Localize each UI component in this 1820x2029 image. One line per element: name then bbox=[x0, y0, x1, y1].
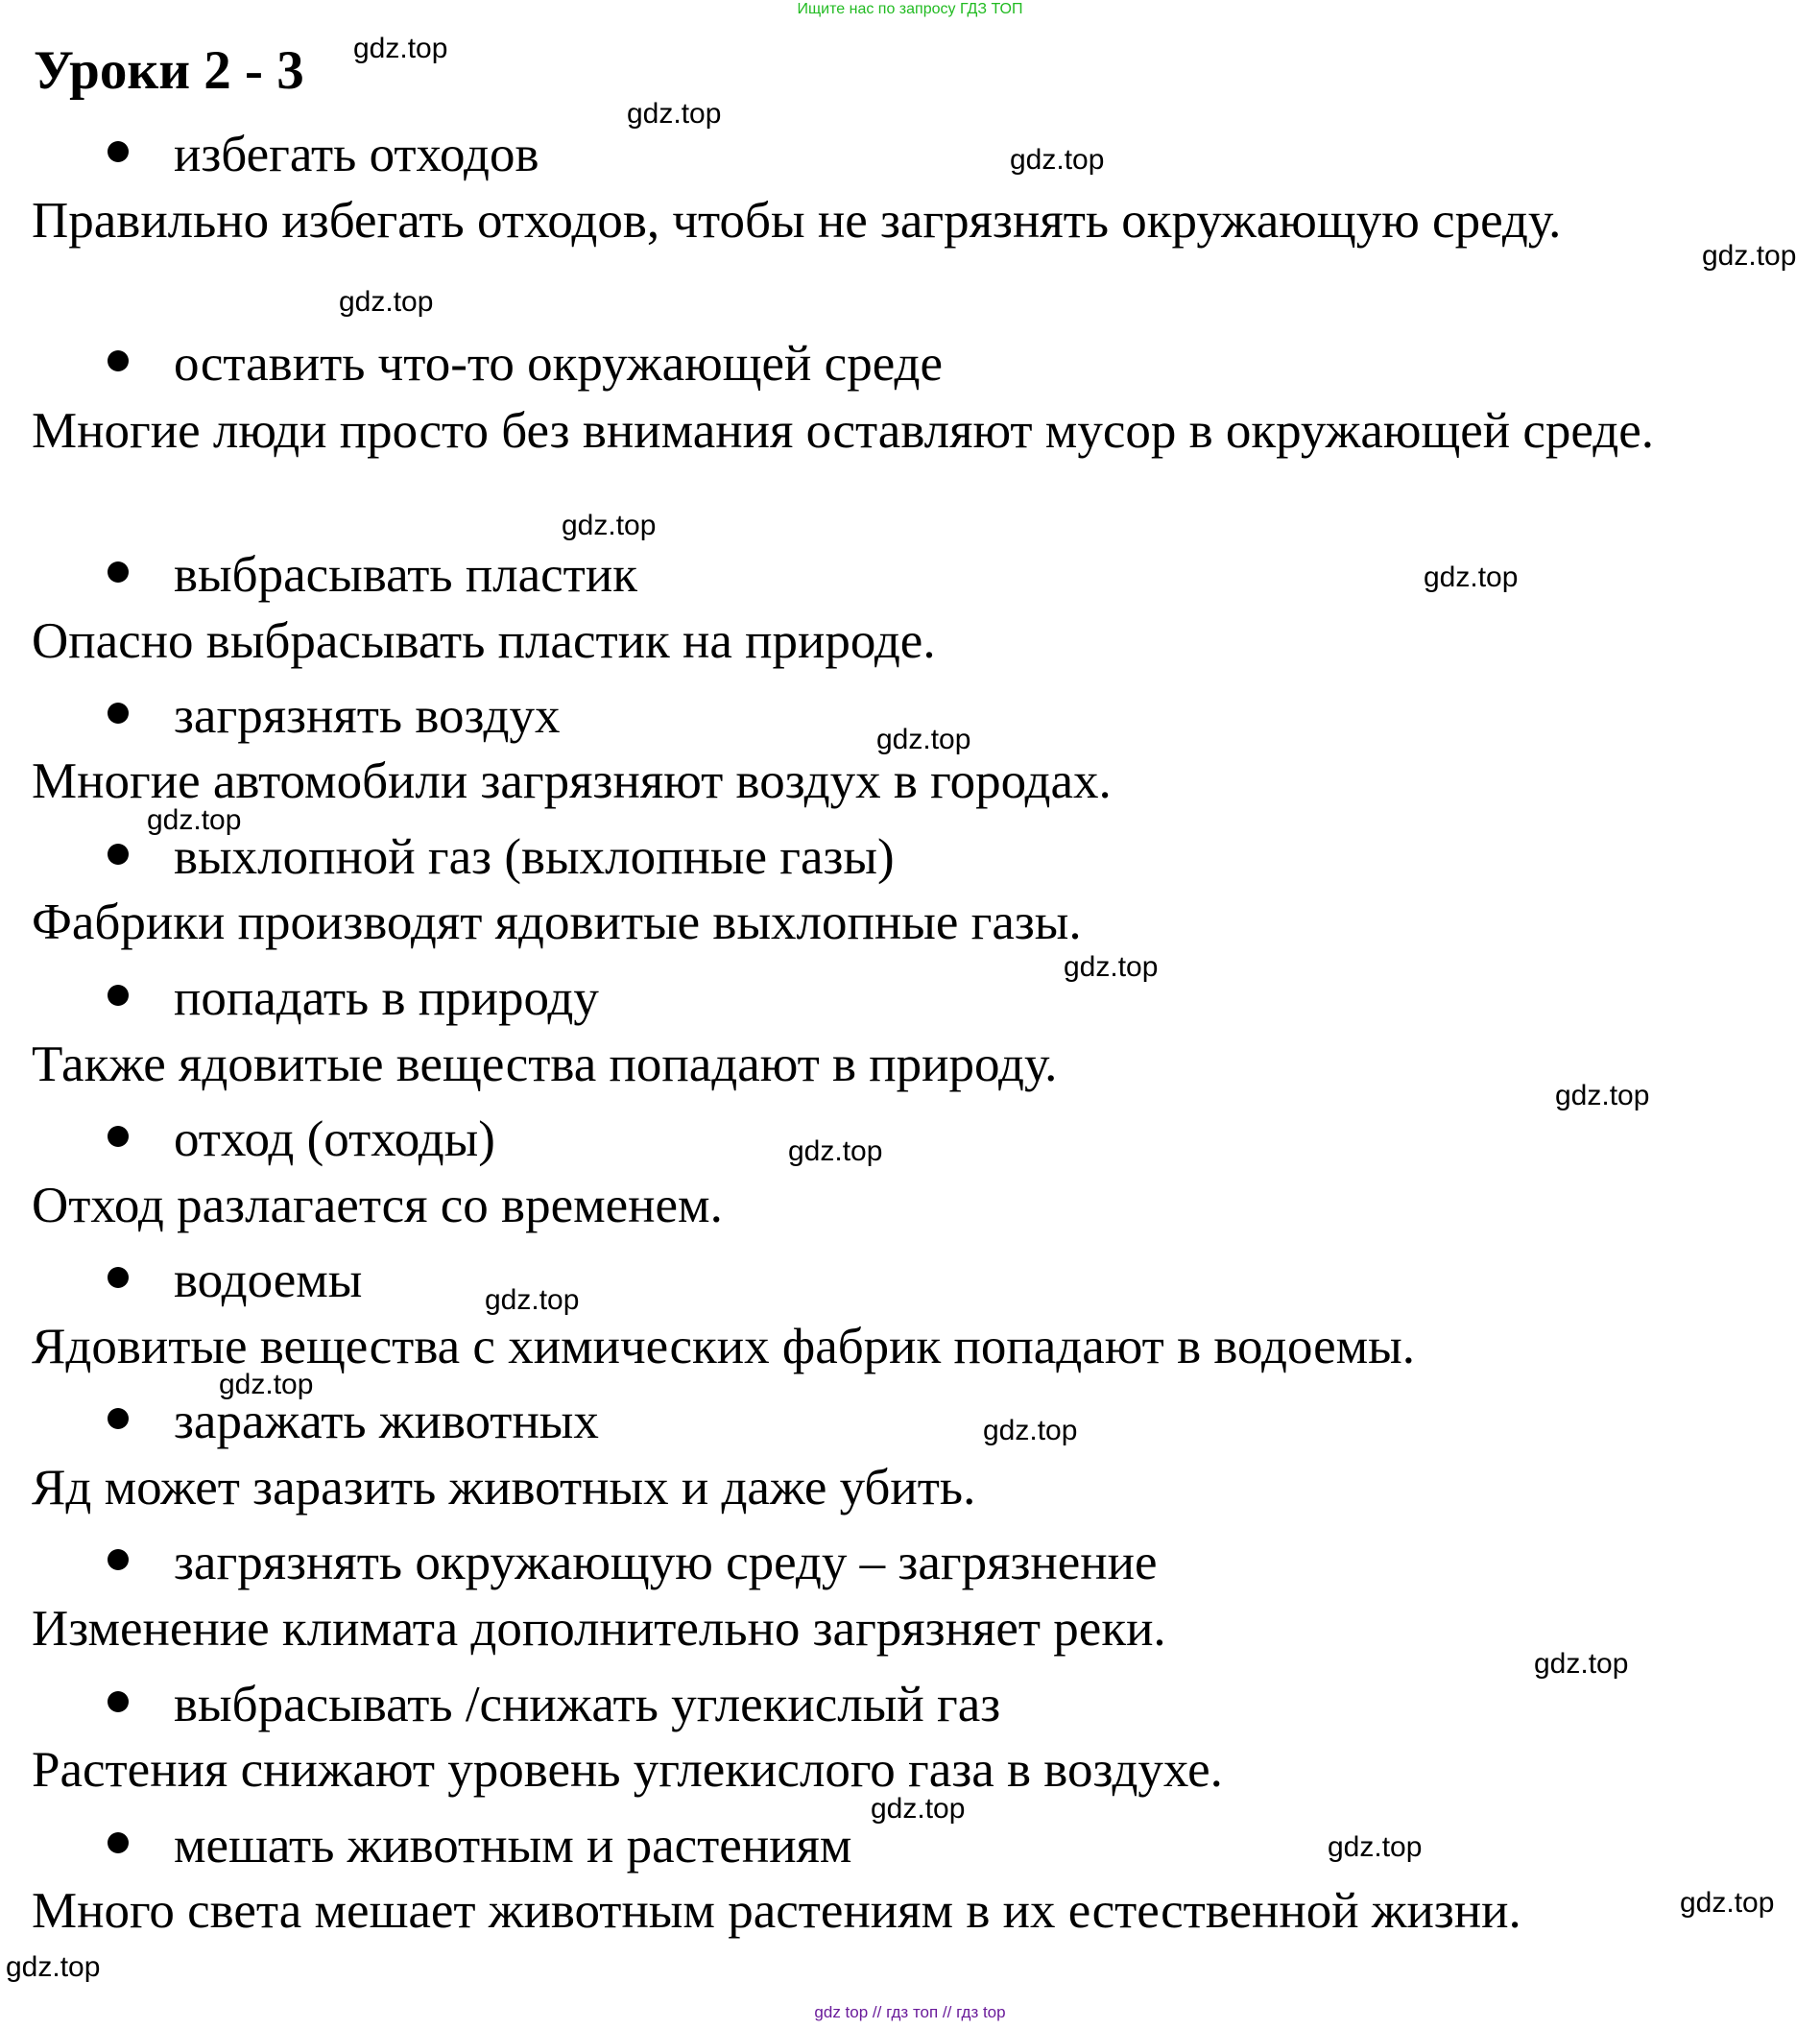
watermark: gdz.top bbox=[627, 98, 722, 130]
vocab-term: водоемы bbox=[174, 1253, 363, 1308]
bullet-icon bbox=[108, 1691, 129, 1712]
example-sentence: Фабрики производят ядовитые выхлопные газы. bbox=[32, 895, 1082, 950]
bullet-icon bbox=[108, 350, 129, 371]
watermark: gdz.top bbox=[1010, 144, 1105, 176]
vocab-term: мешать животным и растениям bbox=[174, 1818, 852, 1874]
vocab-term: загрязнять окружающую среду – загрязнение bbox=[174, 1535, 1158, 1590]
example-sentence: Правильно избегать отходов, чтобы не загрязнять окружающую среду. bbox=[32, 193, 1562, 249]
watermark: gdz.top bbox=[1680, 1887, 1775, 1919]
watermark: gdz.top bbox=[1424, 561, 1519, 593]
watermark: gdz.top bbox=[485, 1284, 580, 1316]
bullet-icon bbox=[108, 985, 129, 1006]
watermark: gdz.top bbox=[1702, 240, 1797, 272]
bullet-icon bbox=[108, 1267, 129, 1288]
vocab-term: избегать отходов bbox=[174, 127, 539, 182]
example-sentence: Отход разлагается со временем. bbox=[32, 1178, 723, 1233]
bullet-icon bbox=[108, 844, 129, 865]
example-sentence: Многие люди просто без внимания оставляют мусор в окружающей среде. bbox=[32, 403, 1654, 459]
vocab-term: выбрасывать /снижать углекислый газ bbox=[174, 1677, 1001, 1732]
bullet-icon bbox=[108, 1549, 129, 1570]
vocab-term: отход (отходы) bbox=[174, 1111, 495, 1167]
vocab-term: загрязнять воздух bbox=[174, 688, 561, 744]
example-sentence: Ядовитые вещества с химических фабрик попадают в водоемы. bbox=[32, 1319, 1416, 1374]
page-title: Уроки 2 - 3 bbox=[34, 40, 304, 101]
watermark: gdz.top bbox=[147, 804, 242, 836]
watermark: gdz.top bbox=[1328, 1831, 1423, 1863]
watermark: gdz.top bbox=[876, 724, 971, 755]
vocab-term: попадать в природу bbox=[174, 970, 599, 1026]
watermark: gdz.top bbox=[1534, 1648, 1629, 1680]
watermark: gdz.top bbox=[1064, 951, 1159, 983]
bullet-icon bbox=[108, 1126, 129, 1147]
watermark: gdz.top bbox=[871, 1793, 966, 1825]
bullet-icon bbox=[108, 141, 129, 162]
example-sentence: Много света мешает животным растениям в их естественной жизни. bbox=[32, 1883, 1521, 1939]
watermark: gdz.top bbox=[353, 33, 448, 64]
example-sentence: Растения снижают уровень углекислого газа в воздухе. bbox=[32, 1742, 1223, 1798]
bullet-icon bbox=[108, 1832, 129, 1853]
vocab-term: выбрасывать пластик bbox=[174, 547, 637, 603]
example-sentence: Опасно выбрасывать пластик на природе. bbox=[32, 613, 936, 669]
watermark: gdz.top bbox=[983, 1415, 1078, 1446]
vocab-term: выхлопной газ (выхлопные газы) bbox=[174, 829, 895, 885]
watermark: gdz.top bbox=[788, 1135, 883, 1167]
example-sentence: Многие автомобили загрязняют воздух в городах. bbox=[32, 753, 1112, 809]
top-banner: Ищите нас по запросу ГДЗ ТОП bbox=[797, 1, 1023, 17]
watermark: gdz.top bbox=[219, 1369, 314, 1400]
bullet-icon bbox=[108, 703, 129, 724]
watermark: gdz.top bbox=[562, 510, 657, 541]
vocab-term: заражать животных bbox=[174, 1394, 599, 1449]
bullet-icon bbox=[108, 1408, 129, 1429]
example-sentence: Изменение климата дополнительно загрязняет реки. bbox=[32, 1601, 1166, 1657]
bullet-icon bbox=[108, 561, 129, 583]
footer: gdz top // гдз топ // гдз top bbox=[814, 2003, 1006, 2021]
example-sentence: Также ядовитые вещества попадают в природу. bbox=[32, 1037, 1058, 1092]
watermark: gdz.top bbox=[6, 1951, 101, 1983]
watermark: gdz.top bbox=[339, 286, 434, 318]
example-sentence: Яд может заразить животных и даже убить. bbox=[32, 1460, 976, 1516]
vocab-term: оставить что-то окружающей среде bbox=[174, 336, 944, 392]
watermark: gdz.top bbox=[1555, 1080, 1650, 1111]
